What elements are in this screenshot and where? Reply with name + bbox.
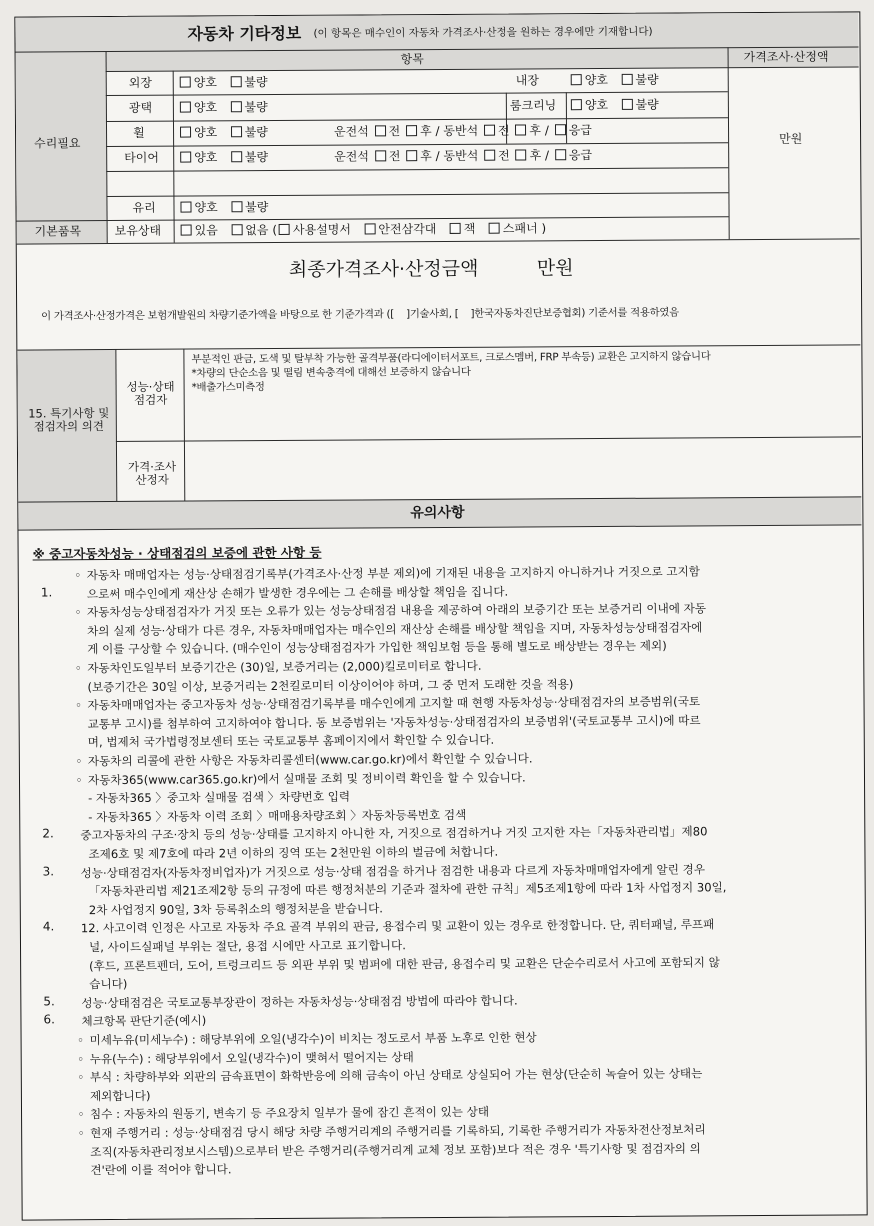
bullet-icon: ◦	[75, 754, 83, 769]
caution-line: 조직(자동차관리정보시스템)으로부터 받은 주행거리(주행거리계 교체 정보 포함)보다 적은 경우 '특기사항 및 점검자의 의	[90, 1141, 701, 1159]
possession-no-checkbox[interactable]	[231, 224, 242, 235]
kadia-checkbox-space[interactable]	[458, 308, 470, 320]
row-label-interior: 내장	[515, 73, 539, 88]
tire-bad-checkbox[interactable]	[231, 151, 242, 162]
wheel-options: 양호 불량	[178, 126, 268, 140]
price-assessor-label: 가격·조사 산정자	[127, 459, 177, 488]
caution-line: ◦ 부식 : 차량하부와 외판의 금속표면이 화학반응에 의해 금속이 아닌 상태로 상실되어 가는 현상(단순히 녹슬어 있는 상태는	[72, 1065, 703, 1087]
tire-driver-front-checkbox[interactable]	[375, 150, 386, 161]
interior-options: 양호 불량	[569, 74, 659, 88]
spanner-checkbox[interactable]	[489, 223, 500, 234]
bullet-icon: ◦	[74, 661, 82, 676]
caution-line: 게 이를 구상할 수 있습니다. (매수인이 성능상태점검자가 가입한 책임보험 등을 통해 별도로 배상받는 경우는 제외)	[87, 639, 667, 657]
row-label-wheel: 휠	[133, 125, 145, 140]
tire-positions: 운전석 전 후 / 동반석 전 후 / 응급	[334, 148, 593, 164]
caution-line: ◦ 자동차매매업자는 중고자동차 성능·상태점검기록부를 매수인에게 고지할 때 현행 자동차성능·상태점검자의 보증범위(국토	[69, 693, 700, 715]
caution-line: ◦ 미세누유(미세누수) : 해당부위에 오일(냉각수)이 비치는 정도로서 부품 노후로 인한 현상	[72, 1028, 537, 1049]
item-header: 항목	[400, 52, 424, 67]
caution-line: 성능·상태점검은 국토교통부장관이 정하는 자동차성능·상태점검 방법에 따라야 합니다.	[81, 993, 518, 1011]
caution-line: ◦ 자동차성능상태점검자가 거짓 또는 오류가 있는 성능상태점검 내용을 제공하여 아래의 보증기간 또는 보증거리 이내에 자동	[69, 600, 706, 622]
caution-number: 5.	[43, 994, 55, 1009]
tire-driver-rear-checkbox[interactable]	[406, 150, 417, 161]
caution-number: 4.	[42, 919, 55, 934]
room-cleaning-good-checkbox[interactable]	[571, 99, 582, 110]
wheel-driver-front-checkbox[interactable]	[375, 125, 386, 136]
row-label-exterior: 외장	[128, 75, 152, 90]
caution-line: 교통부 고시)를 첨부하여 고지하여야 합니다. 동 보증범위는 '자동차성능·상태점검자의 보증범위'(국토교통부 고시)에 따르	[87, 713, 701, 731]
bullet-icon: ◦	[77, 1070, 85, 1085]
caution-line: 차의 실제 성능·상태가 다른 경우, 자동차매매업자는 매수인의 재산상 손해를 배상할 책임을 지며, 자동차성능상태점검자에	[87, 620, 703, 638]
caution-number: 3.	[42, 863, 55, 879]
caution-number: 6.	[43, 1012, 55, 1027]
perf-inspector-label: 성능·상태 점검자	[126, 379, 175, 408]
inspection-form-sheet	[14, 11, 867, 1220]
interior-good-checkbox[interactable]	[571, 74, 582, 85]
row-label-possession: 보유상태	[114, 223, 162, 238]
tire-good-checkbox[interactable]	[180, 152, 191, 163]
caution-title: 유의사항	[410, 504, 465, 522]
section-title: 자동차 기타정보	[187, 23, 302, 44]
row-label-glass: 유리	[132, 200, 156, 215]
caution-line: (후드, 프론트펜더, 도어, 트렁크리드 등 외판 부위 및 범퍼에 대한 판금, 용접수리 및 교환은 단순수리로서 사고에 포함되지 않	[89, 954, 720, 973]
possession-options: 있음 없음 ( 사용설명서 안전삼각대 잭 스패너 )	[179, 222, 547, 238]
wheel-emergency-checkbox[interactable]	[555, 124, 566, 135]
glass-options: 양호 불량	[178, 201, 268, 215]
bullet-icon: ◦	[77, 1126, 85, 1141]
wheel-positions: 운전석 전 후 / 동반석 전 후 / 응급	[333, 123, 592, 139]
possession-yes-checkbox[interactable]	[181, 225, 192, 236]
interior-bad-checkbox[interactable]	[621, 74, 632, 85]
bullet-icon: ◦	[74, 605, 82, 620]
price-header: 가격조사·산정액	[743, 49, 829, 65]
caution-heading: ※ 중고자동차성능 · 상태점검의 보증에 관한 사항 등	[32, 544, 322, 562]
caution-number: 1.	[40, 584, 53, 600]
caution-line: (보증기간은 30일 이상, 보증거리는 2천킬로미터 이상이어야 하며, 그 중 먼저 도래한 것을 적용)	[87, 676, 574, 694]
gloss-options: 양호 불량	[178, 101, 268, 115]
caution-number: 2.	[42, 826, 54, 841]
caution-line: ◦ 침수 : 자동차의 원동기, 변속기 등 주요장치 일부가 물에 잠긴 흔적이 있는 상태	[72, 1103, 489, 1124]
repair-needed-label: 수리필요	[34, 136, 81, 151]
perf-note-line: *차량의 단순소음 및 떨림 변속충격에 대해선 보증하지 않습니다	[191, 365, 471, 380]
caution-line: 널, 사이드실패널 부위는 절단, 용접 시에만 사고로 표기합니다.	[88, 938, 406, 955]
tire-options: 양호 불량	[178, 151, 268, 165]
caution-line: 며, 법제처 국가법령정보센터 또는 국토교통부 홈페이지에서 확인할 수 있습니다.	[87, 733, 495, 750]
perf-note-line: *배출가스미측정	[191, 381, 265, 394]
caution-line: ◦ 자동차365(www.car365.go.kr)에서 실매물 조회 및 정비이력 확인을 할 수 있습니다.	[70, 768, 526, 789]
caution-line: 중고자동차의 구조·장치 등의 성능·상태를 고지하지 아니한 자, 거짓으로 점검하거나 거짓 고지한 자는「자동차관리법」제80	[80, 824, 708, 843]
glass-bad-checkbox[interactable]	[231, 201, 242, 212]
caution-line: 조제6호 및 제7호에 따라 2년 이하의 징역 또는 2천만원 이하의 벌금에 처합니다.	[88, 844, 499, 862]
bullet-icon: ◦	[75, 698, 83, 713]
tire-passenger-rear-checkbox[interactable]	[516, 149, 527, 160]
caution-line: ◦ 누유(누수) : 해당부위에서 오일(냉각수)이 맺혀서 떨어지는 상태	[72, 1048, 414, 1068]
room-cleaning-bad-checkbox[interactable]	[621, 99, 632, 110]
caution-line: ◦ 현재 주행거리 : 성능·상태점검 당시 해당 차량 주행거리계의 주행거리를 기록하되, 기록한 주행거리가 자동차전산정보처리	[72, 1120, 706, 1142]
caution-line: 견'란에 이를 적어야 합니다.	[90, 1162, 232, 1178]
wheel-passenger-front-checkbox[interactable]	[484, 125, 495, 136]
tire-passenger-front-checkbox[interactable]	[484, 150, 495, 161]
special-notes-label: 15. 특기사항 및 점검자의 의견	[28, 406, 110, 434]
caution-line: ◦ 자동차의 리콜에 관한 사항은 자동차리콜센터(www.car.go.kr)에서 확인할 수 있습니다.	[70, 749, 533, 770]
bullet-icon: ◦	[74, 568, 82, 583]
wheel-driver-rear-checkbox[interactable]	[406, 125, 417, 136]
exterior-options: 양호 불량	[178, 76, 268, 90]
caution-line: 습니다)	[89, 977, 128, 992]
caution-line: 으로써 매수인에게 재산상 손해가 발생한 경우에는 그 손해를 배상할 책임을 집니다.	[86, 584, 509, 601]
caution-line: ◦ 자동차 매매업자는 성능·상태점검기록부(가격조사·산정 부분 제외)에 기재된 내용을 고지하지 아니하거나 거짓으로 고지함	[69, 562, 700, 584]
row-label-tire: 타이어	[124, 150, 160, 165]
wheel-passenger-rear-checkbox[interactable]	[515, 124, 526, 135]
caution-line: ◦ 자동차인도일부터 보증기간은 (30)일, 보증거리는 (2,000)킬로미터로 합니다.	[69, 657, 481, 678]
row-label-gloss: 광택	[128, 100, 153, 115]
tech-society-checkbox-space[interactable]	[394, 308, 406, 320]
caution-line: 2차 사업정지 90일, 3차 등록취소의 행정처분을 받습니다.	[88, 901, 384, 917]
final-amount-title: 최종가격조사·산정금액	[288, 257, 479, 281]
bullet-icon: ◦	[77, 1107, 85, 1122]
caution-line: 12. 사고이력 인정은 사고로 자동차 주요 골격 부위의 판금, 용접수리 및 교환이 있는 경우로 한정합니다. 단, 쿼터패널, 루프패	[80, 917, 715, 936]
bullet-icon: ◦	[77, 1051, 85, 1066]
price-unit: 만원	[779, 131, 803, 146]
caution-line: - 자동차365 〉중고차 실매물 검색 〉차량번호 입력	[88, 789, 351, 806]
glass-good-checkbox[interactable]	[180, 202, 191, 213]
gloss-good-checkbox[interactable]	[180, 102, 191, 113]
triangle-checkbox[interactable]	[364, 223, 375, 234]
bullet-icon: ◦	[75, 772, 83, 787]
basic-items-label: 기본품목	[34, 224, 82, 239]
wheel-good-checkbox[interactable]	[180, 127, 191, 138]
caution-line: 제외합니다)	[89, 1088, 151, 1103]
caution-line: 성능·상태점검자(자동차정비업자)가 거짓으로 성능·상태 점검을 하거나 점검한 내용과 다르게 자동차매매업자에게 알린 경우	[80, 861, 706, 880]
manual-checkbox[interactable]	[279, 224, 290, 235]
jack-checkbox[interactable]	[450, 223, 461, 234]
row-label-room-cleaning: 룸크리닝	[509, 98, 557, 113]
gloss-bad-checkbox[interactable]	[230, 101, 241, 112]
caution-line: 체크항목 판단기준(예시)	[81, 1013, 207, 1029]
perf-note-line: 부분적인 판금, 도색 및 탈부착 가능한 골격부품(라디에이터서포트, 크로스멤버, FRP 부속등) 교환은 고지하지 않습니다	[191, 350, 711, 366]
bullet-icon: ◦	[77, 1033, 85, 1048]
caution-line: 「자동차관리법 제21조제2항 등의 규정에 따른 행정처분의 기준과 절차에 관한 규칙」제5조제1항에 따라 1차 사업정지 30일,	[88, 880, 727, 899]
section-subtitle: (이 항목은 매수인이 자동차 가격조사·산정을 원하는 경우에만 기재합니다)	[313, 25, 653, 40]
exterior-bad-checkbox[interactable]	[230, 76, 241, 87]
caution-line: - 자동차365 〉자동차 이력 조회 〉매매용차량조회 〉자동차등록번호 검색	[88, 807, 467, 824]
final-amount-unit: 만원	[536, 257, 574, 280]
wheel-bad-checkbox[interactable]	[231, 126, 242, 137]
exterior-good-checkbox[interactable]	[180, 77, 191, 88]
final-amount-note: 이 가격조사·산정가격은 보험개발원의 차량기준가액을 바탕으로 한 기준가격과 ([ ]기술사회, [ ]한국자동차진단보증협회) 기준서를 적용하였음	[41, 306, 679, 323]
room-cleaning-options: 양호 불량	[569, 99, 659, 113]
tire-emergency-checkbox[interactable]	[555, 149, 566, 160]
